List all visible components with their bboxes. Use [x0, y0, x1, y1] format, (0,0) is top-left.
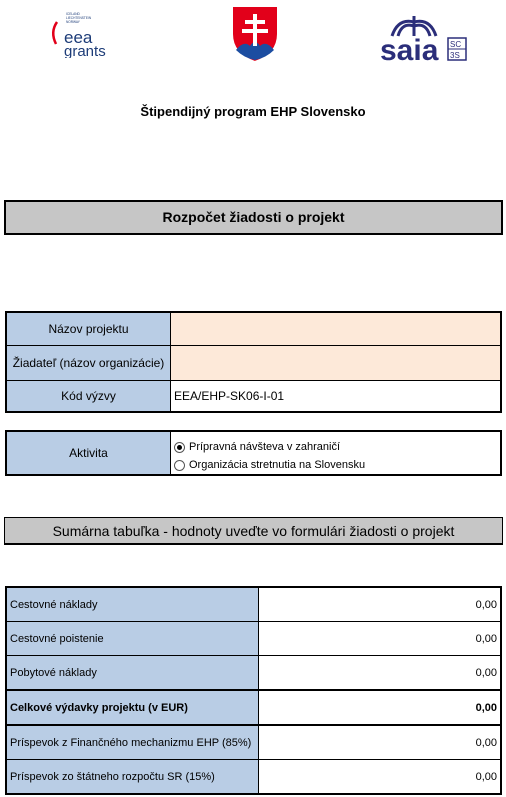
svg-text:saia: saia [380, 34, 439, 64]
slovak-coat-of-arms-logo [230, 4, 280, 64]
option-label: Prípravná návšteva v zahraničí [189, 441, 341, 453]
svg-text:eea: eea [64, 28, 93, 47]
svg-text:grants: grants [64, 43, 106, 58]
table-row [6, 760, 501, 795]
state-budget-contribution-value: 0,00 [259, 760, 502, 795]
table-row [6, 346, 501, 381]
call-code-value: EEA/EHP-SK06-I-01 [171, 381, 502, 413]
eea-contribution-value: 0,00 [259, 725, 502, 760]
accommodation-costs-value: 0,00 [259, 656, 502, 691]
activity-option-preparatory-visit[interactable] [174, 438, 500, 456]
call-code-label: Kód výzvy [6, 381, 171, 413]
activity-table [5, 430, 502, 476]
project-info-table [5, 311, 502, 413]
table-row [6, 656, 501, 691]
radio-unselected-icon[interactable] [174, 460, 185, 471]
travel-insurance-label: Cestovné poistenie [6, 622, 259, 656]
eea-contribution-label: Príspevok z Finančného mechanizmu EHP (85%) [6, 725, 259, 760]
activity-label: Aktivita [6, 431, 171, 475]
svg-text:3S: 3S [450, 51, 460, 60]
table-row [6, 725, 501, 760]
accommodation-costs-label: Pobytové náklady [6, 656, 259, 691]
option-label: Organizácia stretnutia na Slovensku [189, 459, 366, 471]
summary-table [5, 586, 502, 795]
travel-costs-value: 0,00 [259, 587, 502, 622]
svg-text:NORWAY: NORWAY [66, 20, 80, 24]
total-expenses-label: Celkové výdavky projektu (v EUR) [6, 690, 259, 725]
saia-logo [378, 12, 470, 64]
applicant-field[interactable] [171, 346, 502, 381]
radio-selected-icon[interactable] [174, 442, 185, 453]
activity-option-meeting[interactable] [174, 456, 500, 474]
travel-costs-label: Cestovné náklady [6, 587, 259, 622]
table-row [6, 381, 501, 413]
project-name-field[interactable] [171, 312, 502, 346]
project-name-label: Názov projektu [6, 312, 171, 346]
travel-insurance-value: 0,00 [259, 622, 502, 656]
table-row [6, 622, 501, 656]
table-row [6, 690, 501, 725]
total-expenses-value: 0,00 [259, 690, 502, 725]
activity-options [171, 431, 502, 475]
eea-grants-logo [48, 10, 128, 58]
summary-title: Sumárna tabuľka - hodnoty uveďte vo formulári žiadosti o projekt [4, 517, 503, 545]
table-row [6, 431, 501, 475]
state-budget-contribution-label: Príspevok zo štátneho rozpočtu SR (15%) [6, 760, 259, 795]
form-title: Rozpočet žiadosti o projekt [4, 200, 503, 235]
table-row [6, 587, 501, 622]
applicant-label: Žiadateľ (názov organizácie) [6, 346, 171, 381]
svg-text:ICELAND: ICELAND [66, 12, 80, 16]
svg-text:SC: SC [450, 40, 462, 49]
table-row [6, 312, 501, 346]
svg-text:LIECHTENSTEIN: LIECHTENSTEIN [66, 16, 92, 20]
program-title: Štipendijný program EHP Slovensko [140, 104, 366, 119]
